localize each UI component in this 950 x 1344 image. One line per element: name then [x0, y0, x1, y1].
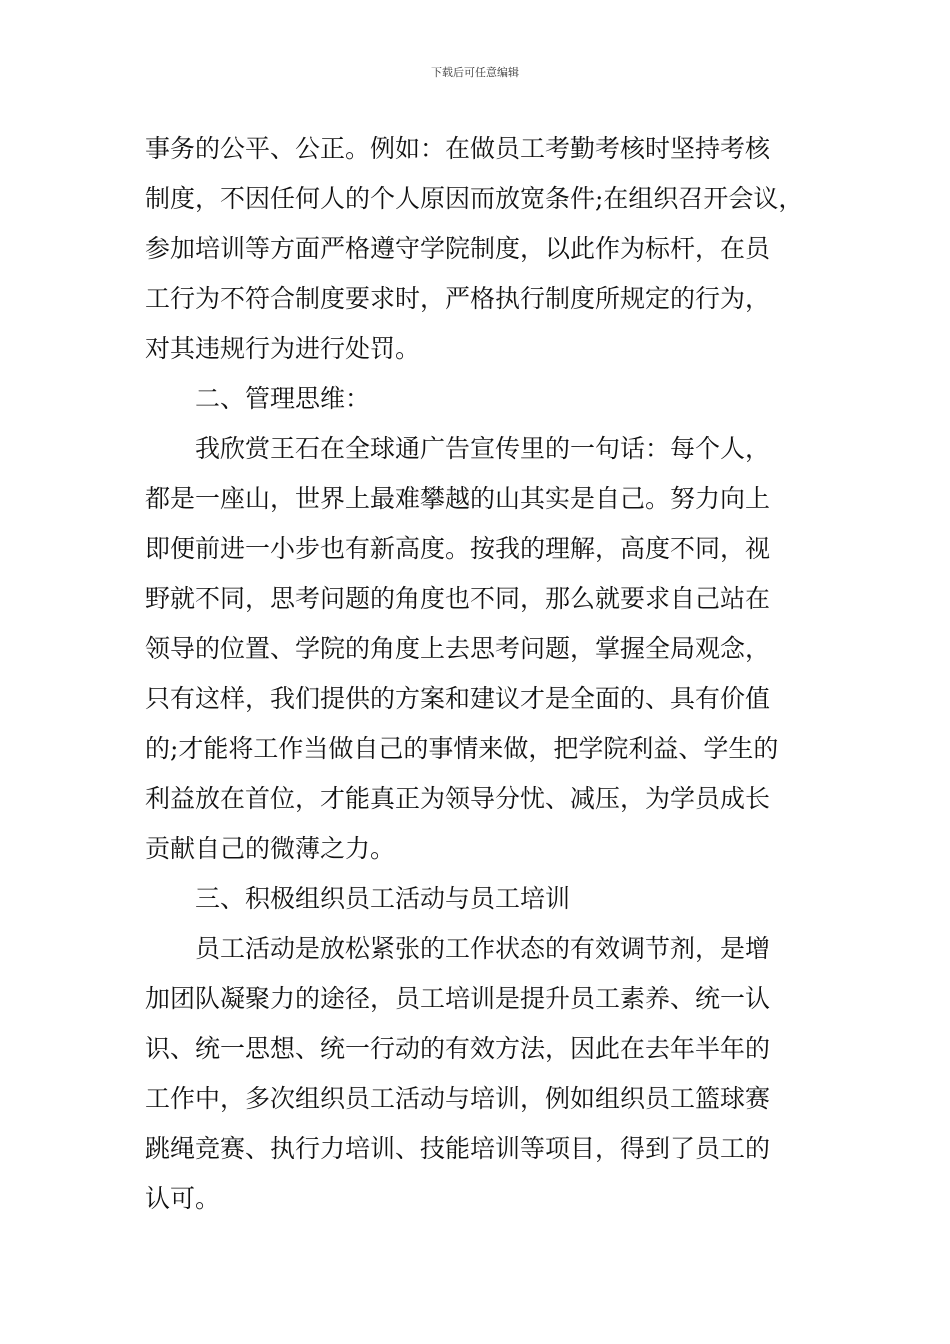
text-line: 认可。 — [145, 1184, 221, 1213]
text-line: 野就不同，思考问题的角度也不同，那么就要求自己站在 — [145, 584, 771, 613]
text-line: 跳绳竞赛、执行力培训、技能培训等项目，得到了员工的 — [145, 1134, 771, 1163]
text-line: 利益放在首位，才能真正为领导分忧、减压，为学员成长 — [145, 784, 771, 813]
text-line: 加团队凝聚力的途径，员工培训是提升员工素养、统一认 — [145, 984, 771, 1013]
text-line: 贡献自己的微薄之力。 — [145, 834, 396, 863]
text-line: 都是一座山，世界上最难攀越的山其实是自己。努力向上 — [145, 484, 771, 513]
text-line: 识、统一思想、统一行动的有效方法，因此在去年半年的 — [145, 1034, 771, 1063]
text-line: 的;才能将工作当做自己的事情来做，把学院利益、学生的 — [145, 734, 779, 763]
page-header: 下载后可任意编辑 — [431, 66, 519, 79]
paragraph-first-line: 我欣赏王石在全球通广告宣传里的一句话：每个人， — [195, 434, 771, 463]
text-line: 工行为不符合制度要求时，严格执行制度所规定的行为， — [145, 284, 771, 313]
text-line: 只有这样，我们提供的方案和建议才是全面的、具有价值 — [145, 684, 771, 713]
text-line: 制度，不因任何人的个人原因而放宽条件;在组织召开会议， — [145, 184, 804, 213]
text-line: 参加培训等方面严格遵守学院制度，以此作为标杆，在员 — [145, 234, 771, 263]
section-heading-staff-activities: 三、积极组织员工活动与员工培训 — [195, 884, 571, 913]
text-line: 即便前进一小步也有新高度。按我的理解，高度不同，视 — [145, 534, 771, 563]
text-line: 对其违规行为进行处罚。 — [145, 334, 421, 363]
text-line: 事务的公平、公正。例如：在做员工考勤考核时坚持考核 — [145, 134, 771, 163]
section-heading-management-thinking: 二、管理思维： — [195, 384, 371, 413]
text-line: 工作中，多次组织员工活动与培训，例如组织员工篮球赛 — [145, 1084, 771, 1113]
text-line: 领导的位置、学院的角度上去思考问题，掌握全局观念， — [145, 634, 771, 663]
paragraph-first-line: 员工活动是放松紧张的工作状态的有效调节剂，是增 — [195, 934, 771, 963]
